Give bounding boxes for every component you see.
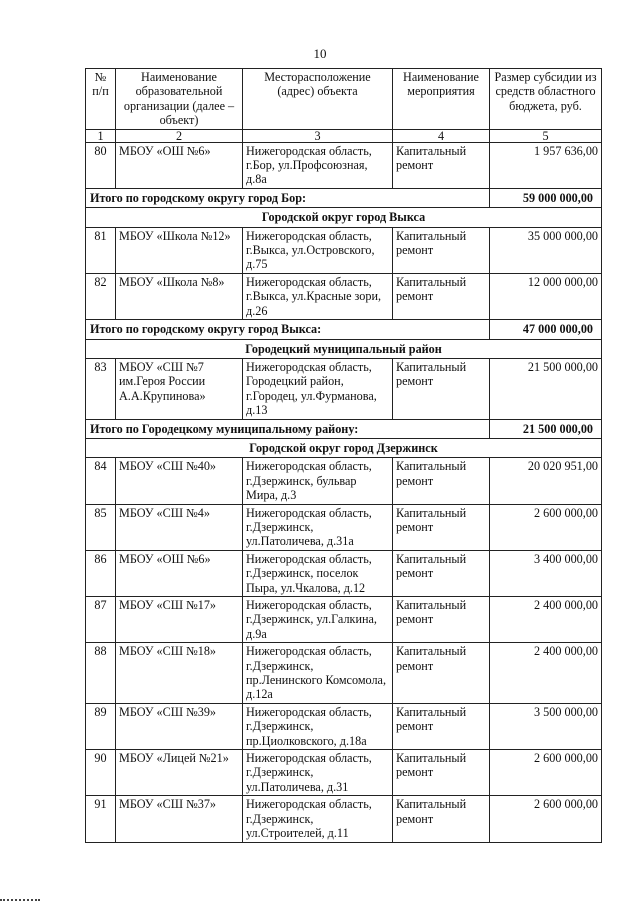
organization-name: МБОУ «СШ №18» bbox=[116, 643, 243, 704]
column-number: 2 bbox=[116, 129, 243, 142]
total-row bbox=[86, 419, 602, 438]
address: Нижегородская область, г.Дзержинск, поселок Пыра, ул.Чкалова, д.12 bbox=[243, 550, 393, 596]
event-name: Капитальный ремонт bbox=[393, 458, 490, 504]
event-name: Капитальный ремонт bbox=[393, 504, 490, 550]
subsidy-amount: 2 400 000,00 bbox=[490, 597, 602, 643]
region-row bbox=[86, 208, 602, 227]
subsidy-table bbox=[85, 68, 602, 843]
subsidy-amount: 2 600 000,00 bbox=[490, 796, 602, 842]
table-row bbox=[86, 703, 602, 749]
organization-name: МБОУ «Школа №12» bbox=[116, 227, 243, 273]
event-name: Капитальный ремонт bbox=[393, 358, 490, 419]
table-row bbox=[86, 458, 602, 504]
table-row bbox=[86, 750, 602, 796]
address: Нижегородская область, г.Дзержинск, ул.Патоличева, д.31 bbox=[243, 750, 393, 796]
subsidy-amount: 2 600 000,00 bbox=[490, 750, 602, 796]
event-name: Капитальный ремонт bbox=[393, 750, 490, 796]
event-name: Капитальный ремонт bbox=[393, 597, 490, 643]
table-row bbox=[86, 796, 602, 842]
event-name: Капитальный ремонт bbox=[393, 703, 490, 749]
table-row bbox=[86, 142, 602, 188]
organization-name: МБОУ «СШ №39» bbox=[116, 703, 243, 749]
table-row bbox=[86, 273, 602, 319]
scan-edge-mark bbox=[0, 899, 40, 905]
table-row bbox=[86, 358, 602, 419]
row-number: 91 bbox=[86, 796, 116, 842]
event-name: Капитальный ремонт bbox=[393, 273, 490, 319]
address: Нижегородская область, г.Выкса, ул.Красные зори, д.26 bbox=[243, 273, 393, 319]
organization-name: МБОУ «ОШ №6» bbox=[116, 142, 243, 188]
total-amount: 21 500 000,00 bbox=[490, 419, 602, 438]
total-row bbox=[86, 320, 602, 339]
organization-name: МБОУ «Школа №8» bbox=[116, 273, 243, 319]
row-number: 88 bbox=[86, 643, 116, 704]
total-amount: 59 000 000,00 bbox=[490, 188, 602, 207]
row-number: 80 bbox=[86, 142, 116, 188]
subsidy-amount: 20 020 951,00 bbox=[490, 458, 602, 504]
row-number: 89 bbox=[86, 703, 116, 749]
subsidy-amount: 3 400 000,00 bbox=[490, 550, 602, 596]
row-number: 85 bbox=[86, 504, 116, 550]
address: Нижегородская область, г.Дзержинск, пр.Ленинского Комсомола, д.12а bbox=[243, 643, 393, 704]
column-number: 3 bbox=[243, 129, 393, 142]
organization-name: МБОУ «СШ №17» bbox=[116, 597, 243, 643]
column-number-row bbox=[86, 129, 602, 142]
address: Нижегородская область, г.Дзержинск, ул.Патоличева, д.31а bbox=[243, 504, 393, 550]
region-row bbox=[86, 339, 602, 358]
address: Нижегородская область, г.Дзержинск, ул.Галкина, д.9а bbox=[243, 597, 393, 643]
address: Нижегородская область, г.Дзержинск, бульвар Мира, д.3 bbox=[243, 458, 393, 504]
total-amount: 47 000 000,00 bbox=[490, 320, 602, 339]
column-number: 4 bbox=[393, 129, 490, 142]
header-row bbox=[86, 69, 602, 130]
event-name: Капитальный ремонт bbox=[393, 550, 490, 596]
address: Нижегородская область, Городецкий район, г.Городец, ул.Фурманова, д.13 bbox=[243, 358, 393, 419]
row-number: 83 bbox=[86, 358, 116, 419]
row-number: 82 bbox=[86, 273, 116, 319]
event-name: Капитальный ремонт bbox=[393, 227, 490, 273]
event-name: Капитальный ремонт bbox=[393, 142, 490, 188]
row-number: 86 bbox=[86, 550, 116, 596]
organization-name: МБОУ «СШ №4» bbox=[116, 504, 243, 550]
subsidy-amount: 2 400 000,00 bbox=[490, 643, 602, 704]
table-row bbox=[86, 597, 602, 643]
address: Нижегородская область, г.Дзержинск, ул.Строителей, д.11 bbox=[243, 796, 393, 842]
subsidy-amount: 35 000 000,00 bbox=[490, 227, 602, 273]
region-row bbox=[86, 438, 602, 457]
subsidy-amount: 3 500 000,00 bbox=[490, 703, 602, 749]
event-name: Капитальный ремонт bbox=[393, 796, 490, 842]
row-number: 90 bbox=[86, 750, 116, 796]
table-row bbox=[86, 550, 602, 596]
header-organization: Наименование образовательной организации (далее – объект) bbox=[116, 69, 243, 130]
organization-name: МБОУ «СШ №37» bbox=[116, 796, 243, 842]
header-event: Наименование мероприятия bbox=[393, 69, 490, 130]
table-row bbox=[86, 504, 602, 550]
table-row bbox=[86, 643, 602, 704]
total-label: Итого по Городецкому муниципальному району: bbox=[86, 419, 490, 438]
total-label: Итого по городскому округу город Выкса: bbox=[86, 320, 490, 339]
table-row bbox=[86, 227, 602, 273]
row-number: 87 bbox=[86, 597, 116, 643]
address: Нижегородская область, г.Дзержинск, пр.Циолковского, д.18а bbox=[243, 703, 393, 749]
organization-name: МБОУ «СШ №40» bbox=[116, 458, 243, 504]
subsidy-amount: 12 000 000,00 bbox=[490, 273, 602, 319]
subsidy-amount: 2 600 000,00 bbox=[490, 504, 602, 550]
total-row bbox=[86, 188, 602, 207]
region-title: Городской округ город Выкса bbox=[86, 208, 602, 227]
row-number: 81 bbox=[86, 227, 116, 273]
region-title: Городской округ город Дзержинск bbox=[86, 438, 602, 457]
header-address: Месторасположение (адрес) объекта bbox=[243, 69, 393, 130]
total-label: Итого по городскому округу город Бор: bbox=[86, 188, 490, 207]
header-amount: Размер субсидии из средств областного бюджета, руб. bbox=[490, 69, 602, 130]
page-number: 10 bbox=[313, 46, 327, 61]
organization-name: МБОУ «Лицей №21» bbox=[116, 750, 243, 796]
event-name: Капитальный ремонт bbox=[393, 643, 490, 704]
row-number: 84 bbox=[86, 458, 116, 504]
region-title: Городецкий муниципальный район bbox=[86, 339, 602, 358]
header-number: № п/п bbox=[86, 69, 116, 130]
address: Нижегородская область, г.Бор, ул.Профсоюзная, д.8а bbox=[243, 142, 393, 188]
column-number: 5 bbox=[490, 129, 602, 142]
organization-name: МБОУ «ОШ №6» bbox=[116, 550, 243, 596]
address: Нижегородская область, г.Выкса, ул.Островского, д.75 bbox=[243, 227, 393, 273]
subsidy-amount: 1 957 636,00 bbox=[490, 142, 602, 188]
column-number: 1 bbox=[86, 129, 116, 142]
organization-name: МБОУ «СШ №7 им.Героя России А.А.Крупинова» bbox=[116, 358, 243, 419]
subsidy-amount: 21 500 000,00 bbox=[490, 358, 602, 419]
